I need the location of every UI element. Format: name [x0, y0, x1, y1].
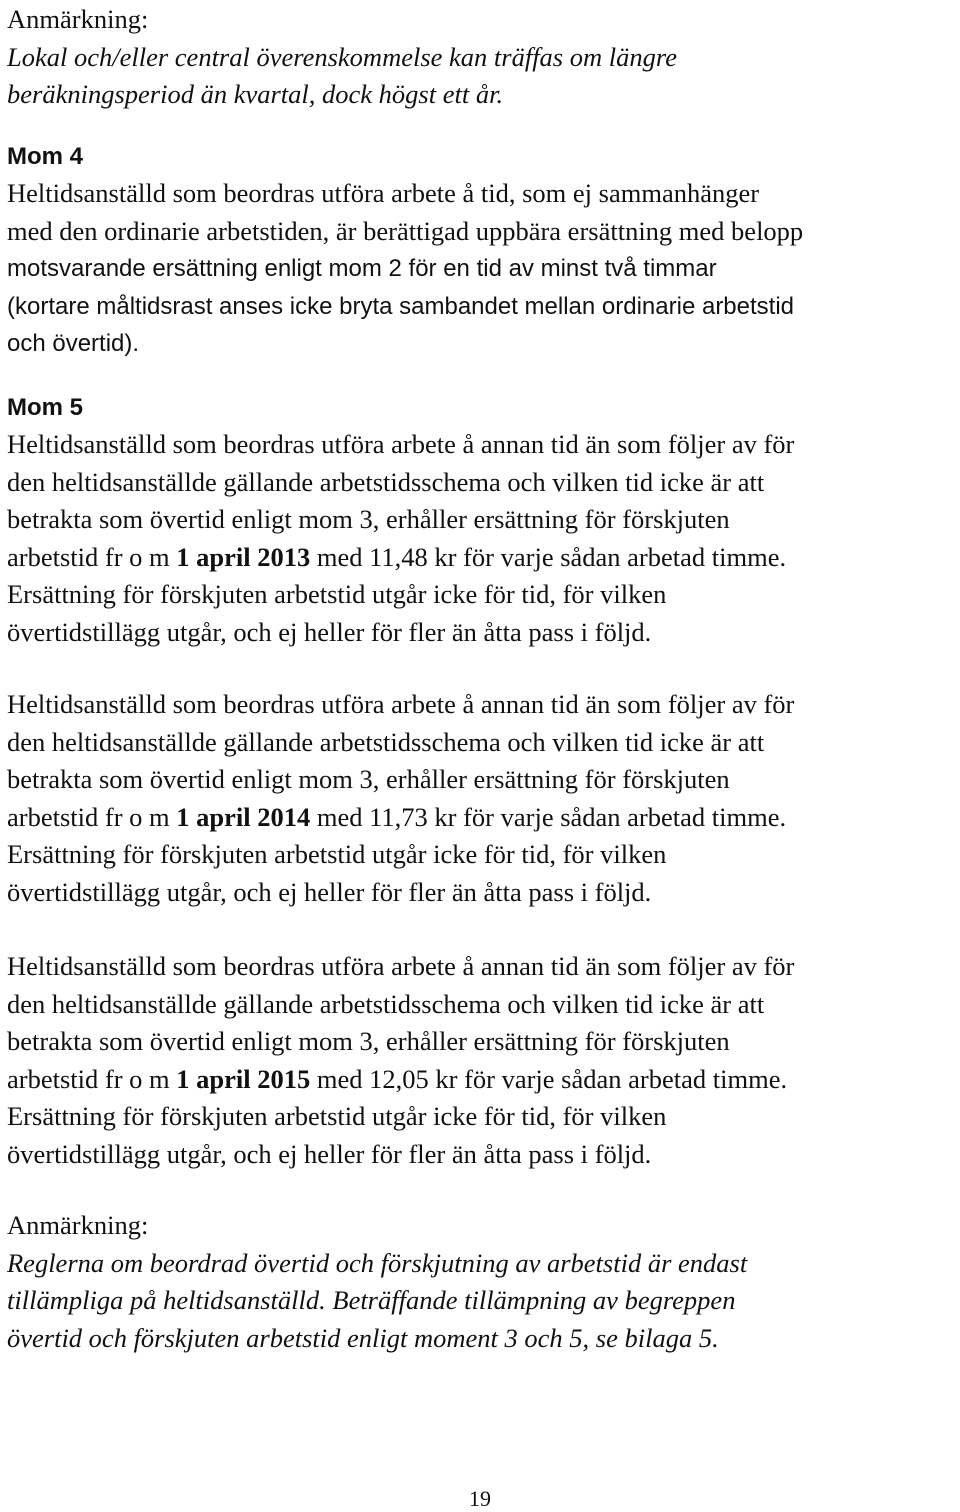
paragraph-line-dated [7, 799, 954, 837]
note-bottom-label: Anmärkning: [7, 1210, 149, 1240]
paragraph-line: Heltidsanställd som beordras utföra arbete å annan tid än som följer av för [7, 429, 795, 459]
paragraph-line: Heltidsanställd som beordras utföra arbete å annan tid än som följer av för [7, 951, 795, 981]
rate-text: med 11,73 kr för varje sådan arbetad timme. [310, 801, 787, 832]
line-prefix: arbetstid fr o m [7, 1063, 177, 1094]
mom4-line: (kortare måltidsrast anses icke bryta sambandet mellan ordinarie arbetstid [7, 292, 795, 320]
rate-text: med 11,48 kr för varje sådan arbetad timme. [310, 541, 787, 572]
paragraph-line: betrakta som övertid enligt mom 3, erhåller ersättning för förskjuten [7, 504, 730, 534]
note-bottom-line: övertid och förskjuten arbetstid enligt moment 3 och 5, se bilaga 5. [7, 1322, 719, 1353]
line-prefix: arbetstid fr o m [7, 541, 177, 572]
paragraph-line: övertidstillägg utgår, och ej heller för fler än åtta pass i följd. [7, 876, 652, 907]
paragraph-line-dated [7, 539, 954, 577]
effective-date: 1 april 2013 [176, 541, 311, 572]
mom4-line: motsvarande ersättning enligt mom 2 för en tid av minst två timmar [7, 255, 717, 282]
mom4-line: Heltidsanställd som beordras utföra arbete å tid, som ej sammanhänger [7, 178, 760, 208]
note-top [7, 1, 954, 114]
paragraph-line: betrakta som övertid enligt mom 3, erhåller ersättning för förskjuten [7, 764, 730, 794]
mom5-paragraph-2015 [7, 948, 954, 1173]
note-bottom-line: tillämpliga på heltidsanställd. Beträffande tillämpning av begreppen [7, 1285, 736, 1315]
page-number: 19 [469, 1486, 491, 1511]
note-top-line: Lokal och/eller central överenskommelse kan träffas om längre [7, 41, 677, 72]
effective-date: 1 april 2014 [176, 801, 311, 832]
paragraph-line: den heltidsanställde gällande arbetstidsschema och vilken tid icke är att [7, 466, 765, 497]
mom4-heading: Mom 4 [7, 143, 84, 170]
section-mom5 [7, 389, 954, 427]
mom4-line: med den ordinarie arbetstiden, är berättigad uppbära ersättning med belopp [7, 215, 804, 246]
line-prefix: arbetstid fr o m [7, 801, 177, 832]
paragraph-line: Ersättning för förskjuten arbetstid utgår icke för tid, för vilken [7, 579, 667, 609]
paragraph-line: Ersättning för förskjuten arbetstid utgår icke för tid, för vilken [7, 1101, 667, 1131]
note-top-label: Anmärkning: [7, 4, 149, 34]
mom5-heading: Mom 5 [7, 394, 84, 421]
paragraph-line: Heltidsanställd som beordras utföra arbete å annan tid än som följer av för [7, 689, 795, 719]
effective-date: 1 april 2015 [176, 1063, 311, 1094]
paragraph-line: övertidstillägg utgår, och ej heller för fler än åtta pass i följd. [7, 1138, 652, 1169]
mom5-paragraph-2013 [7, 426, 954, 651]
paragraph-line: den heltidsanställde gällande arbetstidsschema och vilken tid icke är att [7, 988, 765, 1019]
paragraph-line-dated [7, 1061, 954, 1099]
section-mom4 [7, 138, 954, 176]
mom4-line: och övertid). [7, 330, 140, 357]
note-bottom [7, 1207, 954, 1357]
mom4-body [7, 175, 954, 250]
note-bottom-line: Reglerna om beordrad övertid och förskjutning av arbetstid är endast [7, 1247, 748, 1278]
paragraph-line: betrakta som övertid enligt mom 3, erhåller ersättning för förskjuten [7, 1026, 730, 1056]
paragraph-line: övertidstillägg utgår, och ej heller för fler än åtta pass i följd. [7, 616, 652, 647]
mom4-body-sans [7, 250, 954, 363]
paragraph-line: Ersättning för förskjuten arbetstid utgår icke för tid, för vilken [7, 839, 667, 869]
paragraph-line: den heltidsanställde gällande arbetstidsschema och vilken tid icke är att [7, 726, 765, 757]
mom5-paragraph-2014 [7, 686, 954, 911]
note-top-line: beräkningsperiod än kvartal, dock högst ett år. [7, 79, 504, 109]
rate-text: med 12,05 kr för varje sådan arbetad timme. [310, 1063, 788, 1094]
